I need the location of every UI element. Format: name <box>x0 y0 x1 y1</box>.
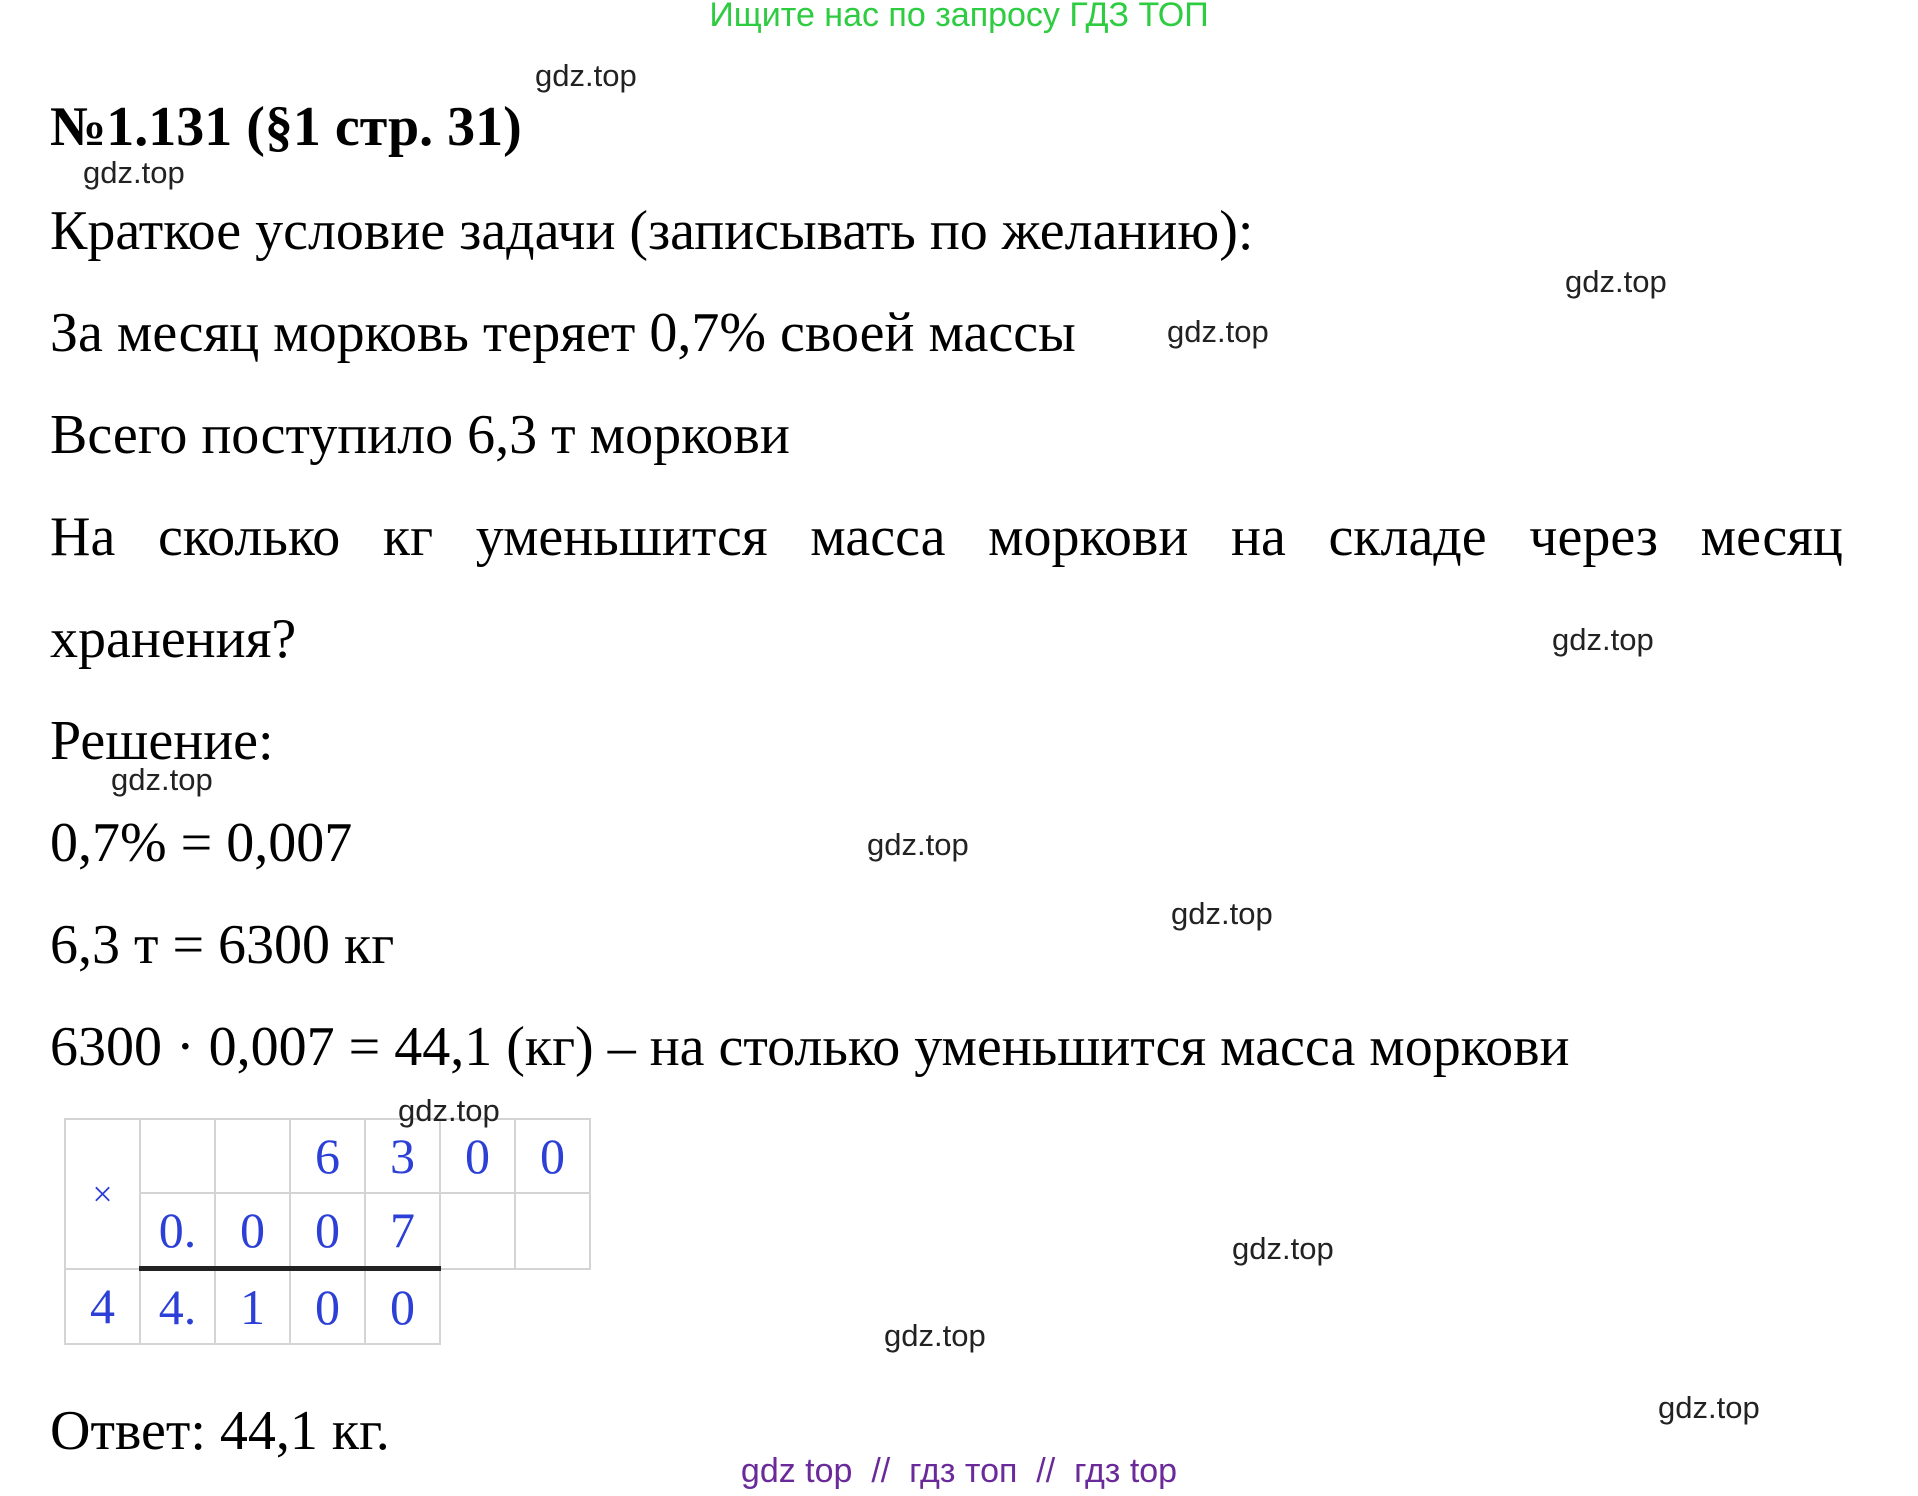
footer-links: gdz top // гдз топ // гдз top <box>740 1452 1178 1490</box>
question-word: На <box>50 506 116 568</box>
watermark: gdz.top <box>535 58 637 93</box>
watermark: gdz.top <box>1232 1231 1334 1266</box>
answer: Ответ: 44,1 кг. <box>50 1400 390 1462</box>
solution-step-percent: 0,7% = 0,007 <box>50 812 353 874</box>
question-line <box>50 502 1843 572</box>
question-word: масса <box>810 506 946 568</box>
calc-cell: 1 <box>215 1269 290 1345</box>
condition-header: Краткое условие задачи (записывать по желанию): <box>50 200 1254 262</box>
calc-cell <box>140 1119 215 1193</box>
solution-step-multiply: 6300 · 0,007 = 44,1 (кг) – на столько уменьшится масса моркови <box>50 1016 1570 1078</box>
watermark: gdz.top <box>1167 314 1269 349</box>
watermark: gdz.top <box>83 155 185 190</box>
calc-cell: 0. <box>140 1193 215 1269</box>
question-word: на <box>1230 506 1286 568</box>
question-word: складе <box>1328 506 1487 568</box>
question-word: кг <box>382 506 434 568</box>
calc-cell: 3 <box>365 1119 440 1193</box>
question-end: хранения? <box>50 608 297 670</box>
search-banner: Ищите нас по запросу ГДЗ ТОП <box>709 0 1209 34</box>
condition-loss: За месяц морковь теряет 0,7% своей массы <box>50 302 1076 364</box>
condition-total: Всего поступило 6,3 т моркови <box>50 404 790 466</box>
calc-cell <box>215 1119 290 1193</box>
watermark: gdz.top <box>398 1093 500 1128</box>
calc-cell <box>440 1193 515 1269</box>
calc-cell: 0 <box>365 1269 440 1345</box>
calc-cell: 0 <box>290 1269 365 1345</box>
solution-header: Решение: <box>50 710 274 772</box>
calc-cell <box>515 1193 590 1269</box>
watermark: gdz.top <box>1658 1390 1760 1425</box>
calc-cell-empty <box>440 1269 515 1345</box>
calc-cell: 4 <box>65 1269 140 1345</box>
question-word: месяц <box>1700 506 1843 568</box>
calc-cell: 0 <box>440 1119 515 1193</box>
question-word: моркови <box>988 506 1189 568</box>
watermark: gdz.top <box>884 1318 986 1353</box>
calc-cell: 0 <box>515 1119 590 1193</box>
column-multiplication <box>64 1118 591 1345</box>
watermark: gdz.top <box>867 827 969 862</box>
calc-cell-empty <box>515 1269 590 1345</box>
question-word: сколько <box>157 506 341 568</box>
question-word: через <box>1529 506 1658 568</box>
watermark: gdz.top <box>1171 896 1273 931</box>
calc-cell: 7 <box>365 1193 440 1269</box>
calc-cell: 4. <box>140 1269 215 1345</box>
watermark: gdz.top <box>111 762 213 797</box>
calc-cell: 0 <box>290 1193 365 1269</box>
task-title: №1.131 (§1 стр. 31) <box>50 96 522 158</box>
calc-cell: 0 <box>215 1193 290 1269</box>
calc-cell: 6 <box>290 1119 365 1193</box>
watermark: gdz.top <box>1565 264 1667 299</box>
multiply-sign: × <box>65 1119 140 1269</box>
question-word: уменьшится <box>475 506 768 568</box>
watermark: gdz.top <box>1552 622 1654 657</box>
solution-step-convert: 6,3 т = 6300 кг <box>50 914 395 976</box>
